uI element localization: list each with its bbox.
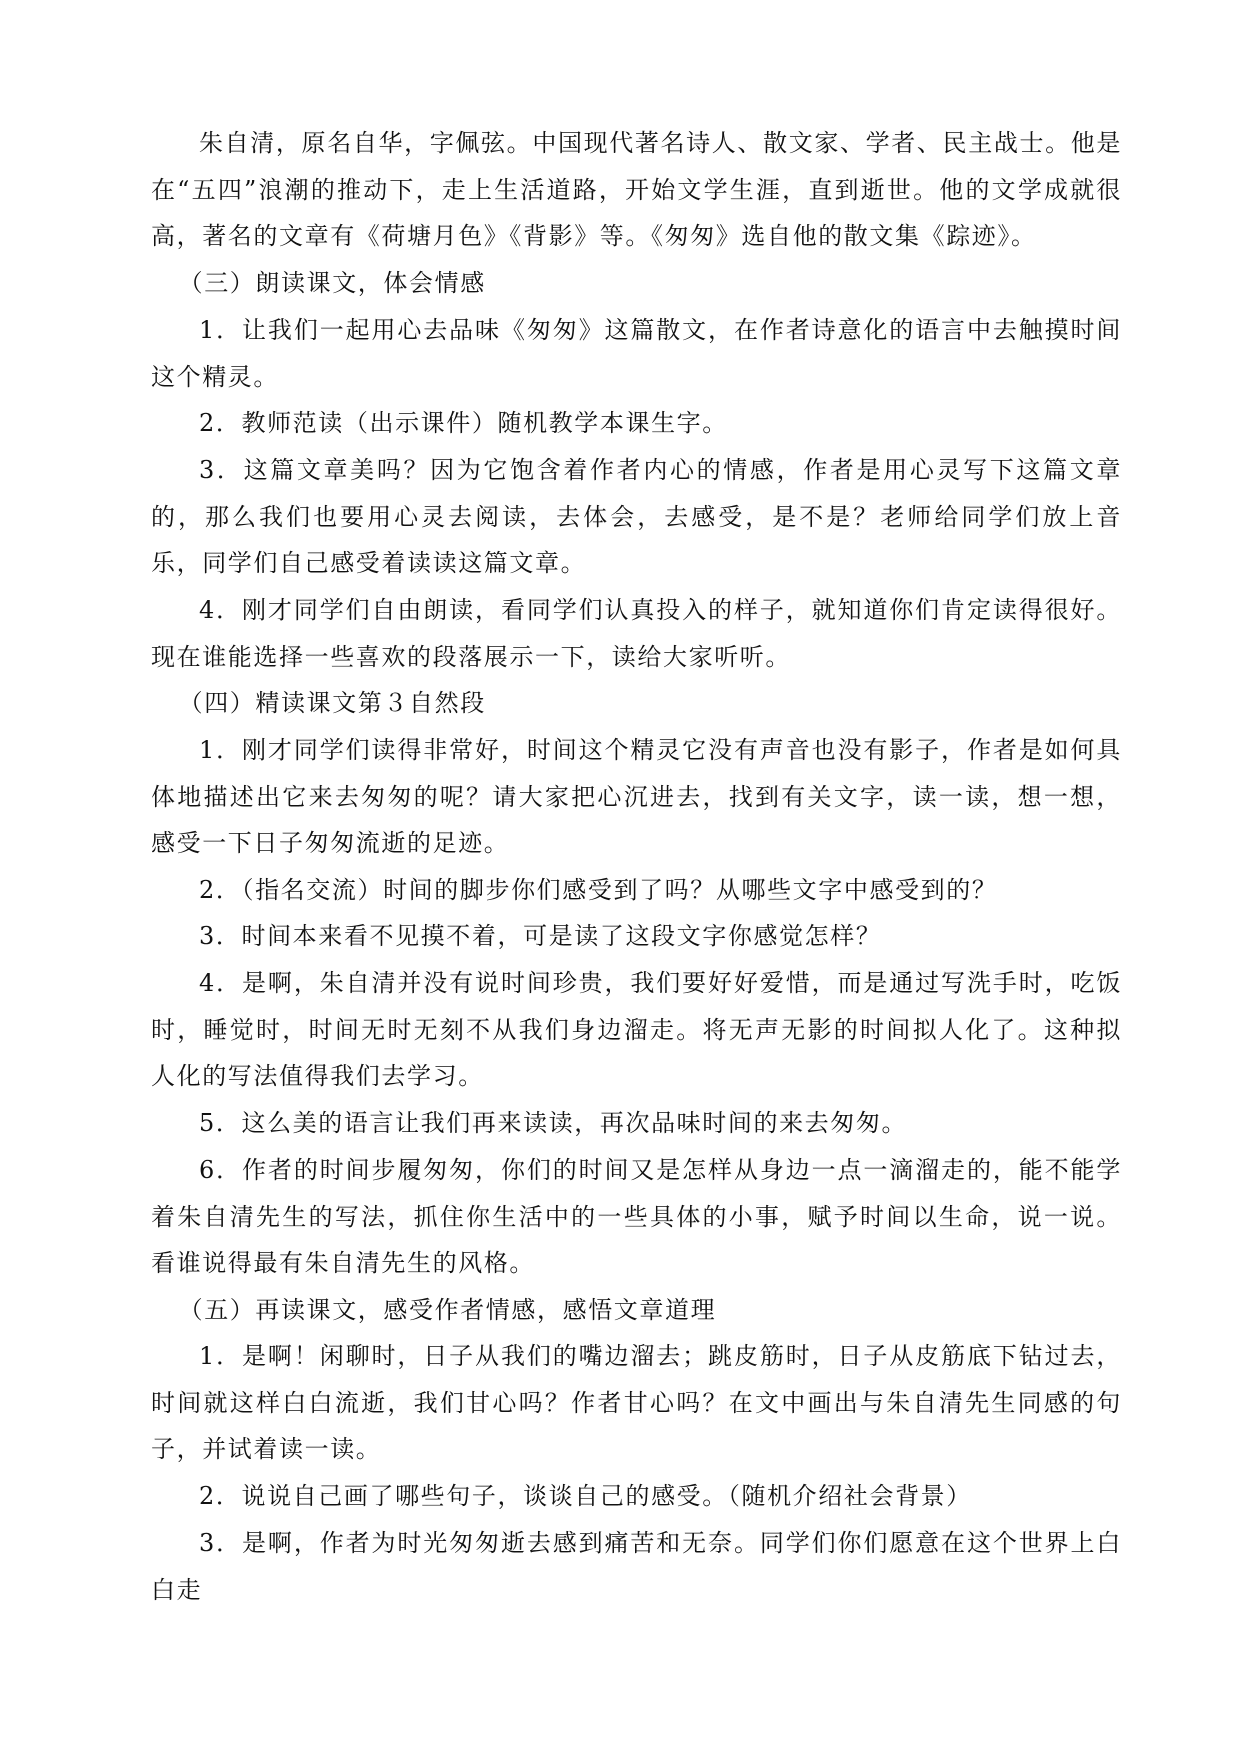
paragraph-5-1: 1．是啊！闲聊时，日子从我们的嘴边溜去；跳皮筋时，日子从皮筋底下钻过去，时间就这样白白流逝，我们甘心吗？作者甘心吗？在文中画出与朱自清先生同感的句子，并试着读一读。: [151, 1342, 1122, 1463]
section-heading-5: （五）再读课文，感受作者情感，感悟文章道理: [178, 1296, 717, 1324]
paragraph-5-3: 3．是啊，作者为时光匆匆逝去感到痛苦和无奈。同学们你们愿意在这个世界上白白走: [151, 1529, 1122, 1604]
paragraph-4-6: 6．作者的时间步履匆匆，你们的时间又是怎样从身边一点一滴溜走的，能不能学着朱自清先生的写法，抓住你生活中的一些具体的小事，赋予时间以生命，说一说。看谁说得最有朱自清先生的风格。: [151, 1156, 1122, 1277]
section-heading-4: （四）精读课文第３自然段: [178, 689, 486, 717]
paragraph-4-4: 4．是啊，朱自清并没有说时间珍贵，我们要好好爱惜，而是通过写洗手时，吃饭时，睡觉时，时间无时无刻不从我们身边溜走。将无声无影的时间拟人化了。这种拟人化的写法值得我们去学习。: [151, 969, 1122, 1090]
paragraph-3-2: 2．教师范读（出示课件）随机教学本课生字。: [199, 409, 728, 437]
paragraph-4-5: 5．这么美的语言让我们再来读读，再次品味时间的来去匆匆。: [199, 1109, 908, 1137]
paragraph-4-3: 3．时间本来看不见摸不着，可是读了这段文字你感觉怎样？: [199, 922, 882, 950]
paragraph-author-intro: 朱自清，原名自华，字佩弦。中国现代著名诗人、散文家、学者、民主战士。他是在“五四”浪潮的推动下，走上生活道路，开始文学生涯，直到逝世。他的文学成就很高，著名的文章有《荷塘月色》《背影》等。《匆匆》选自他的散文集《踪迹》。: [151, 129, 1122, 250]
paragraph-3-4: 4．刚才同学们自由朗读，看同学们认真投入的样子，就知道你们肯定读得很好。现在谁能选择一些喜欢的段落展示一下，读给大家听听。: [151, 596, 1122, 671]
paragraph-3-3: 3．这篇文章美吗？因为它饱含着作者内心的情感，作者是用心灵写下这篇文章的，那么我们也要用心灵去阅读，去体会，去感受，是不是？老师给同学们放上音乐，同学们自己感受着读读这篇文章。: [151, 456, 1122, 577]
paragraph-5-2: 2．说说自己画了哪些句子，谈谈自己的感受。（随机介绍社会背景）: [199, 1482, 972, 1510]
paragraph-4-2: 2．（指名交流）时间的脚步你们感受到了吗？从哪些文字中感受到的？: [199, 876, 998, 904]
paragraph-4-1: 1．刚才同学们读得非常好，时间这个精灵它没有声音也没有影子，作者是如何具体地描述出它来去匆匆的呢？请大家把心沉进去，找到有关文字，读一读，想一想，感受一下日子匆匆流逝的足迹。: [151, 736, 1122, 857]
section-heading-3: （三）朗读课文，体会情感: [178, 269, 486, 297]
paragraph-3-1: 1．让我们一起用心去品味《匆匆》这篇散文，在作者诗意化的语言中去触摸时间这个精灵。: [151, 316, 1122, 391]
